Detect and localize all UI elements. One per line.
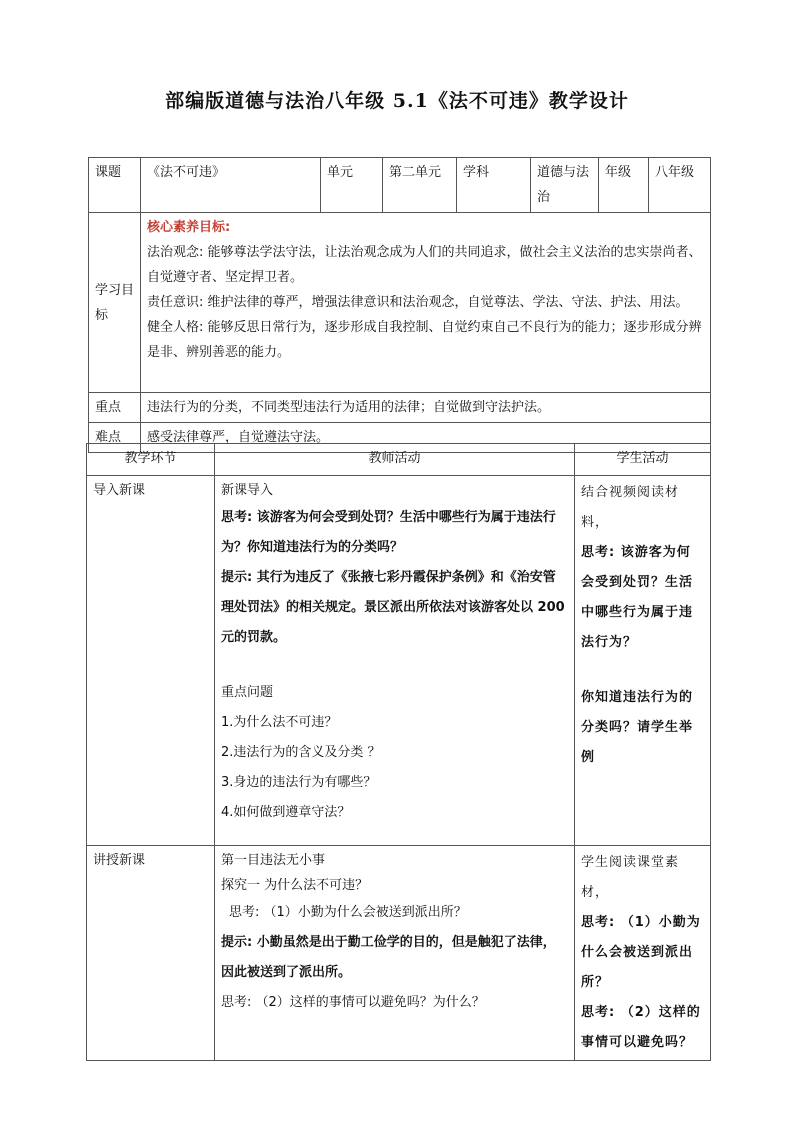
teacher-line: 2.违法行为的含义及分类 ？ [221,745,381,760]
student-activity [575,476,711,846]
header-teacher: 教师活动 [215,444,575,476]
goals-heading: 核心素养目标: [147,220,231,235]
student-line: 思考: 该游客为何会受到处罚？生活中哪些行为属于违法行为？ [581,545,694,650]
student-line: 你知道违法行为的分类吗？请学生举例 [581,690,694,765]
topic-value: 《法不可违》 [141,158,321,213]
goals-label: 学习目标 [89,213,141,393]
teacher-line: 探究一 为什么法不可违？ [221,878,369,893]
difficult-value: 感受法律尊严，自觉遵法守法。 [141,423,711,453]
subject-label: 学科 [457,158,531,213]
student-line: 思考: （1）小勤为什么会被送到派出所？ [581,915,701,990]
teacher-line: 重点问题 [221,685,274,700]
key-label: 重点 [89,393,141,423]
teacher-line: 思考: 该游客为何会受到处罚？生活中哪些行为属于违法行为？你知道违法行为的分类吗？ [221,510,556,555]
teacher-line: 提示: 小勤虽然是出于勤工俭学的目的，但是触犯了法律，因此被送到了派出所。 [221,935,556,980]
spacer [221,653,568,678]
goals-content [141,213,711,393]
topic-label: 课题 [89,158,141,213]
document-title: 部编版道德与法治八年级 5.1《法不可违》教学设计 [165,90,629,112]
grade-label: 年级 [599,158,649,213]
difficult-label: 难点 [89,423,141,453]
teacher-line: 思考: （2）这样的事情可以避免吗？为什么？ [221,995,485,1010]
header-student: 学生活动 [575,444,711,476]
goal-line: 法治观念: 能够尊法学法守法，让法治观念成为人们的共同追求，做社会主义法治的忠实崇尚者、自觉遵守者、坚定捍卫者。 [147,245,702,285]
process-table [86,443,711,1061]
student-line: 思考: （2）这样的事情可以避免吗？ [581,1005,701,1050]
stage-cell: 导入新课 [87,476,215,846]
header-stage: 教学环节 [87,444,215,476]
student-line: 学生阅读课堂素材， [581,855,680,900]
key-value: 违法行为的分类，不同类型违法行为适用的法律；自觉做到守法护法。 [141,393,711,423]
teacher-line: 3.身边的违法行为有哪些？ [221,775,377,790]
teacher-line: 1.为什么法不可违？ [221,715,338,730]
teacher-line: 第一目违法无小事 [221,853,326,868]
spacer [581,658,704,683]
teacher-line: 提示: 其行为违反了《张掖七彩丹霞保护条例》和《治安管理处罚法》的相关规定。景区派出所依法对该游客处以 200 元的罚款。 [221,570,565,645]
unit-label: 单元 [321,158,383,213]
goal-line: 责任意识: 维护法律的尊严，增强法律意识和法治观念，自觉尊法、学法、守法、护法、用法。 [147,295,689,310]
goal-line: 健全人格: 能够反思日常行为，逐步形成自我控制、自觉约束自己不良行为的能力；逐步形成分辨是非、辨别善恶的能力。 [147,320,702,360]
student-line: 结合视频阅读材料， [581,485,680,530]
subject-value: 道德与法治 [531,158,599,213]
grade-value: 八年级 [649,158,711,213]
info-table [88,157,711,453]
unit-value: 第二单元 [383,158,457,213]
stage-cell: 讲授新课 [87,846,215,1061]
teacher-line: 4.如何做到遵章守法？ [221,805,351,820]
teacher-line: 思考: （1）小勤为什么会被送到派出所？ [229,905,467,920]
teacher-line: 新课导入 [221,483,274,498]
teacher-activity [215,476,575,846]
teacher-activity [215,846,575,1061]
student-activity [575,846,711,1061]
